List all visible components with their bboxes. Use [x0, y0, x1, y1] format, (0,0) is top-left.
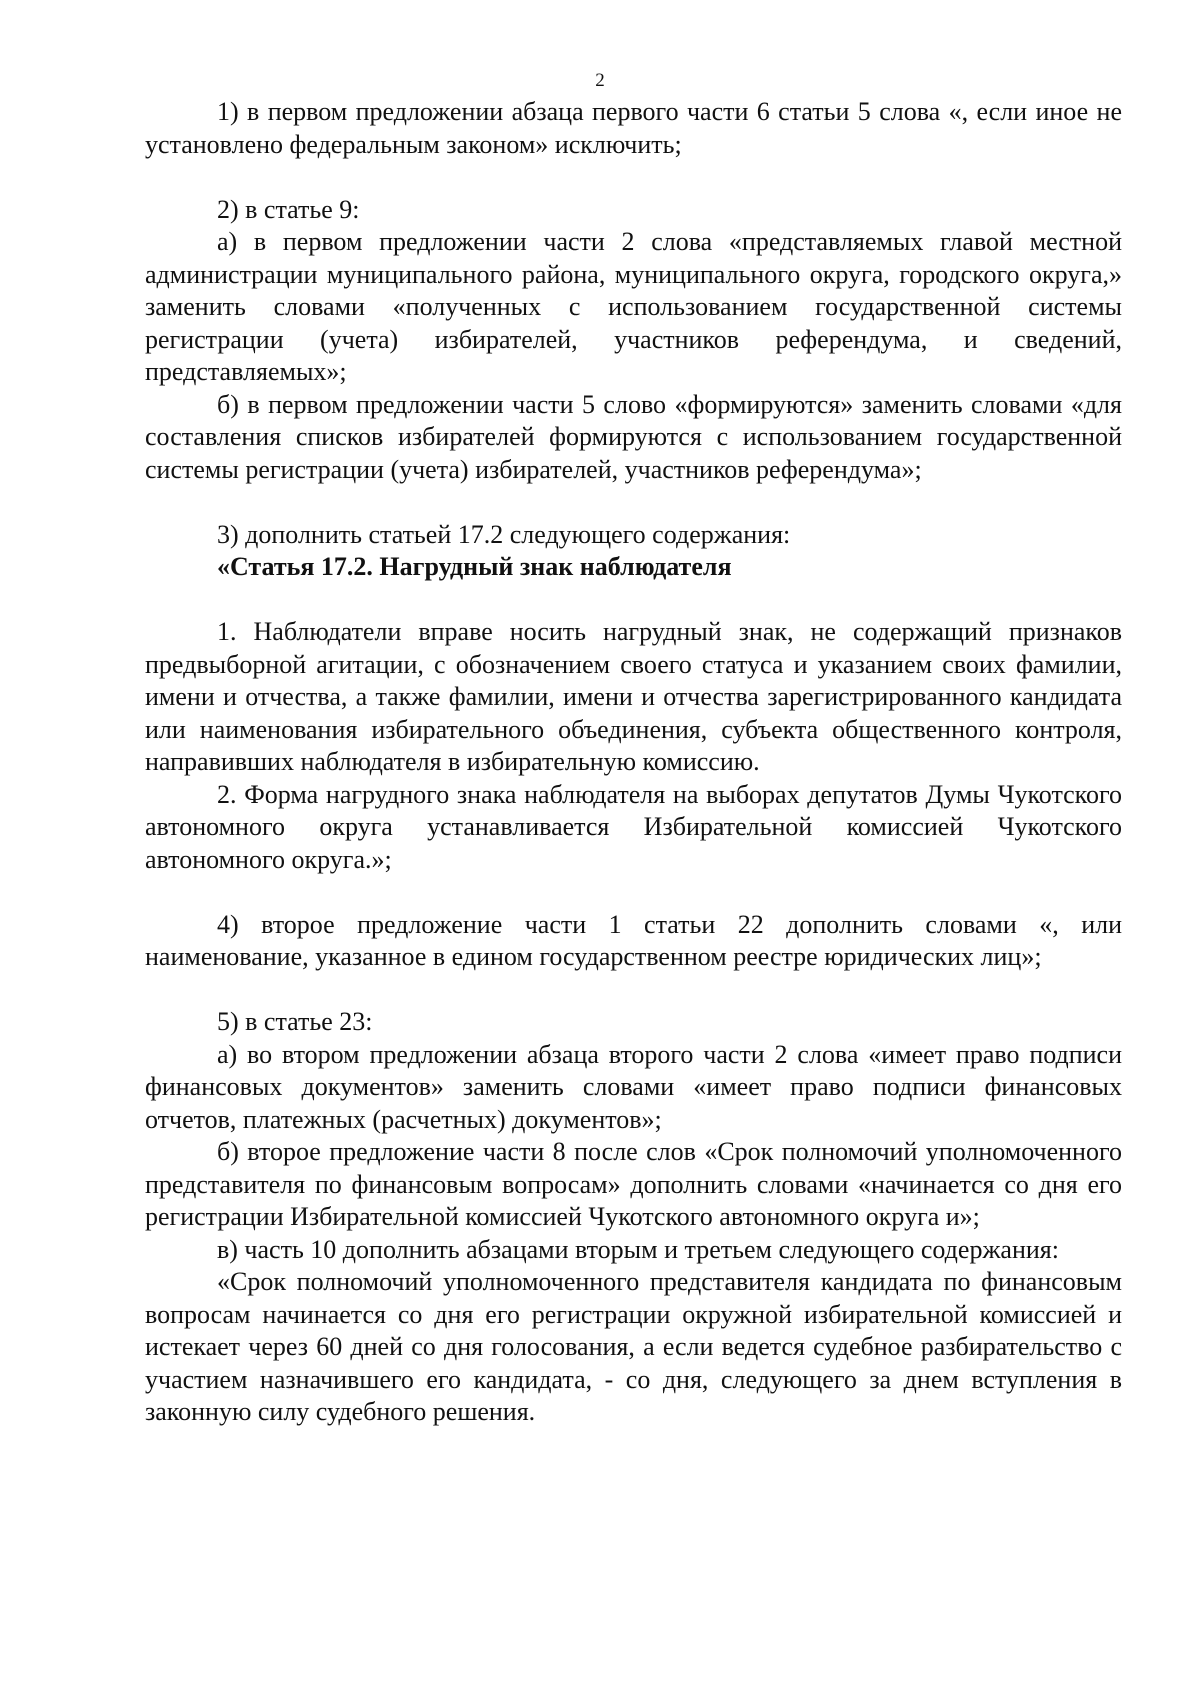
amendment-item-4: 4) второе предложение части 1 статьи 22 дополнить словами «, или наименование, указанное в едином государственном реестре юридических лиц»;: [145, 909, 1122, 971]
amendment-subitem-5c: в) часть 10 дополнить абзацами вторым и третьем следующего содержания:: [217, 1234, 1059, 1264]
amendment-subitem-2a: а) в первом предложении части 2 слова «представляемых главой местной администрации муниципального района, муниципального округа, городского округа,» заменить словами «полученных с использованием государственной системы регистрации (учета) избирателей, участников референдума, и сведений, представляемых»;: [145, 227, 1122, 386]
amendment-subitem-5a: а) во втором предложении абзаца второго части 2 слова «имеет право подписи финансовых документов» заменить словами «имеет право подписи финансовых отчетов, платежных (расчетных) документов»;: [145, 1039, 1122, 1134]
paragraph-spacer: [145, 876, 1122, 909]
amendment-subitem-5b: б) второе предложение части 8 после слов «Срок полномочий уполномоченного представителя по финансовым вопросам» дополнить словами «начинается со дня его регистрации Избирательной комиссией Чукотского автономного округа и»;: [145, 1137, 1122, 1231]
amendment-item-2: 2) в статье 9:: [217, 194, 360, 224]
paragraph-spacer: [145, 974, 1122, 1007]
amendment-item-3: 3) дополнить статьей 17.2 следующего содержания:: [217, 519, 791, 549]
page-number: 2: [595, 70, 605, 91]
amendment-item-5: 5) в статье 23:: [217, 1007, 373, 1036]
quoted-paragraph: «Срок полномочий уполномоченного представителя кандидата по финансовым вопросам начинается со дня его регистрации окружной избирательной комиссией и истекает через 60 дней со дня голосования, а если ведется судебное разбирательство с участием назначившего его кандидата, - со дня, следующего за днем вступления в законную силу судебного решения.: [145, 1267, 1122, 1426]
article-part-2: 2. Форма нагрудного знака наблюдателя на выборах депутатов Думы Чукотского автономного округа устанавливается Избирательной комиссией Чукотского автономного округа.»;: [145, 779, 1122, 874]
document-body: [145, 96, 1122, 1429]
amendment-subitem-2b: б) в первом предложении части 5 слово «формируются» заменить словами «для составления списков избирателей формируются с использованием государственной системы регистрации (учета) избирателей, участников референдума»;: [145, 389, 1122, 484]
article-heading: «Статья 17.2. Нагрудный знак наблюдателя: [217, 552, 732, 581]
paragraph-spacer: [145, 584, 1122, 617]
article-part-1: 1. Наблюдатели вправе носить нагрудный знак, не содержащий признаков предвыборной агитации, с обозначением своего статуса и указанием своих фамилии, имени и отчества, а также фамилии, имени и отчества зарегистрированного кандидата или наименования избирательного объединения, субъекта общественного контроля, направивших наблюдателя в избирательную комиссию.: [145, 617, 1122, 776]
paragraph-spacer: [145, 486, 1122, 519]
amendment-item-1: 1) в первом предложении абзаца первого части 6 статьи 5 слова «, если иное не установлено федеральным законом» исключить;: [145, 97, 1122, 159]
paragraph-spacer: [145, 161, 1122, 194]
